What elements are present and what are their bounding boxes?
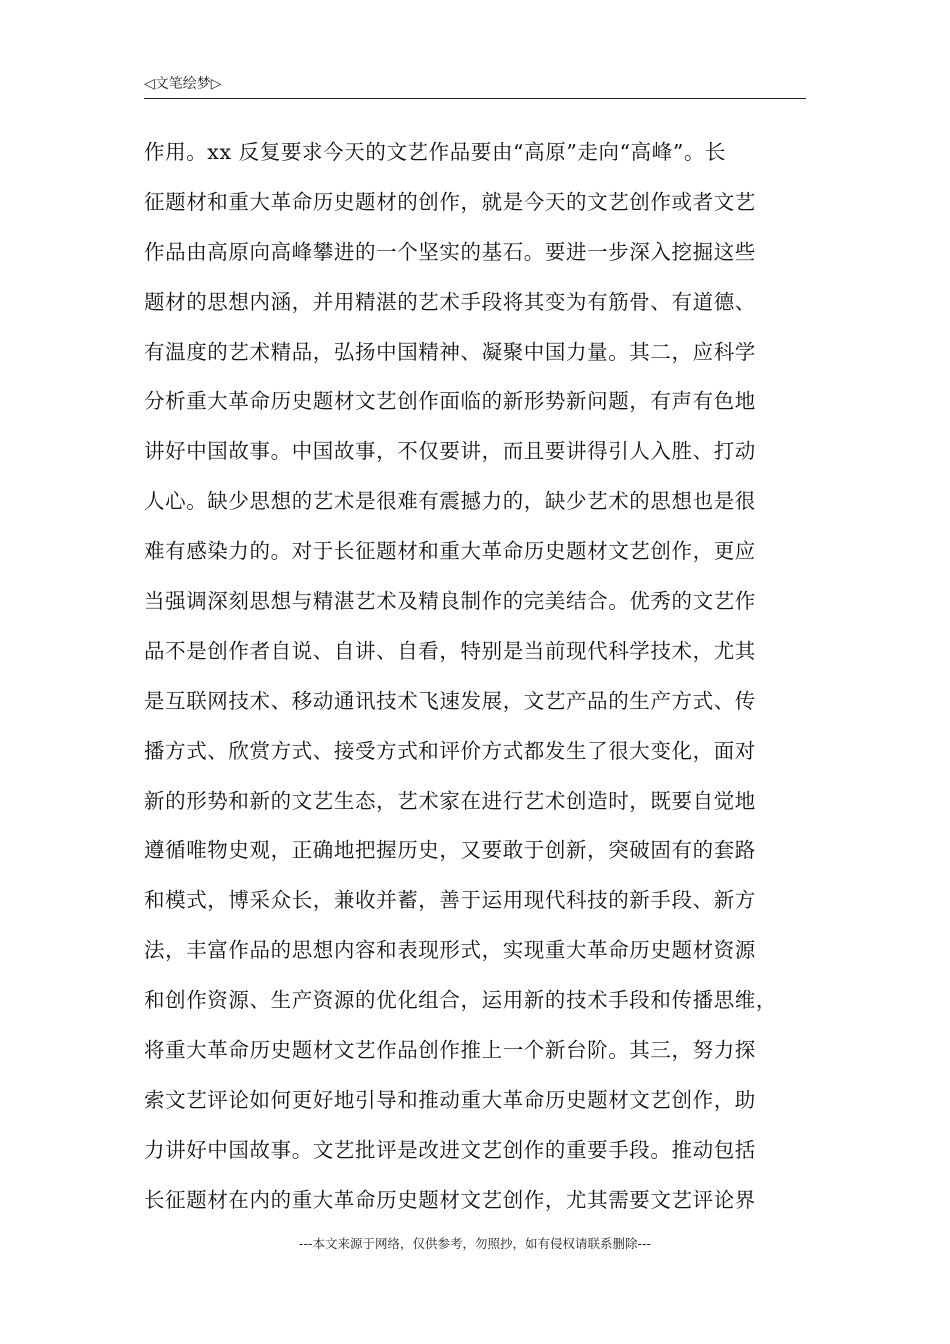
text-line: 和创作资源、生产资源的优化组合，运用新的技术手段和传播思维，: [144, 988, 777, 1013]
text-line: 法，丰富作品的思想内容和表现形式，实现重大革命历史题材资源: [144, 938, 756, 963]
header-label: ◁文笔绘梦▷: [144, 76, 222, 92]
text-line: 新的形势和新的文艺生态，艺术家在进行艺术创造时，既要自觉地: [144, 788, 756, 813]
text-line: 有温度的艺术精品，弘扬中国精神、凝聚中国力量。其二，应科学: [144, 339, 756, 364]
page-header: [144, 74, 806, 99]
body-text: [144, 131, 808, 1229]
text-line: 遵循唯物史观，正确地把握历史，又要敢于创新，突破固有的套路: [144, 838, 756, 863]
text-line: 难有感染力的。对于长征题材和重大革命历史题材文艺创作，更应: [144, 539, 756, 564]
text-line: 作品由高原向高峰攀进的一个坚实的基石。要进一步深入挖掘这些: [144, 239, 756, 264]
text-line: 讲好中国故事。中国故事，不仅要讲，而且要讲得引人入胜、打动: [144, 439, 756, 464]
text-line: 和模式，博采众长，兼收并蓄，善于运用现代科技的新手段、新方: [144, 888, 756, 913]
text-line: 将重大革命历史题材文艺作品创作推上一个新台阶。其三，努力探: [144, 1038, 756, 1063]
text-line: 索文艺评论如何更好地引导和推动重大革命历史题材文艺创作，助: [144, 1087, 756, 1112]
text-line: 长征题材在内的重大革命历史题材文艺创作，尤其需要文艺评论界: [144, 1187, 756, 1212]
text-line: 品不是创作者自说、自讲、自看，特别是当前现代科学技术，尤其: [144, 638, 756, 663]
text-line: 人心。缺少思想的艺术是很难有震撼力的，缺少艺术的思想也是很: [144, 489, 756, 514]
footer-disclaimer: ---本文来源于网络，仅供参考，勿照抄，如有侵权请联系删除---: [298, 1236, 652, 1251]
text-line: 征题材和重大革命历史题材的创作，就是今天的文艺创作或者文艺: [144, 189, 756, 214]
text-line: 播方式、欣赏方式、接受方式和评价方式都发生了很大变化，面对: [144, 738, 756, 763]
text-line: 分析重大革命历史题材文艺创作面临的新形势新问题，有声有色地: [144, 389, 756, 414]
text-line: 当强调深刻思想与精湛艺术及精良制作的完美结合。优秀的文艺作: [144, 589, 756, 614]
text-line: 是互联网技术、移动通讯技术飞速发展，文艺产品的生产方式、传: [144, 688, 756, 713]
text-line: 力讲好中国故事。文艺批评是改进文艺创作的重要手段。推动包括: [144, 1137, 756, 1162]
text-line: 作用。xx 反复要求今天的文艺作品要由“高原”走向“高峰”。长: [144, 140, 727, 164]
text-line: 题材的思想内涵，并用精湛的艺术手段将其变为有筋骨、有道德、: [144, 289, 756, 314]
